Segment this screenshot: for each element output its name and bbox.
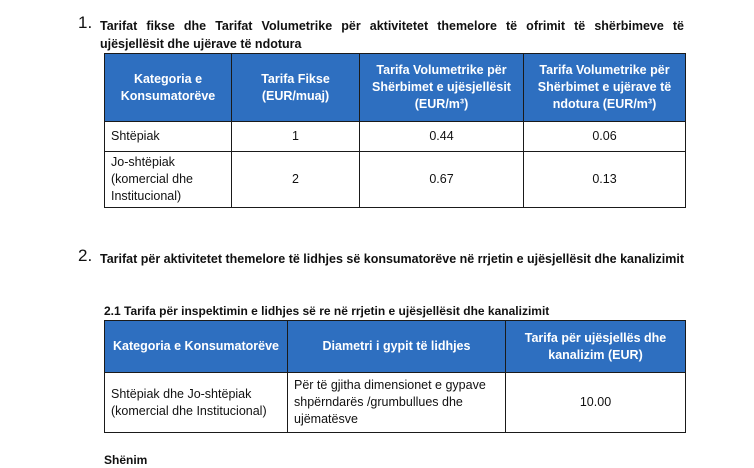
header-consumer-category: Kategoria e Konsumatorëve [105, 54, 232, 122]
cell-inspection-tariff: 10.00 [506, 373, 686, 433]
cell-category: Shtëpiak [105, 122, 232, 152]
header-wastewater-volumetric-tariff: Tarifa Volumetrike për Shërbimet e ujërave të ndotura (EUR/m³) [524, 54, 686, 122]
header-water-volumetric-tariff: Tarifa Volumetrike për Shërbimet e ujësjellësit (EUR/m³) [360, 54, 524, 122]
note-label: Shënim [104, 453, 148, 467]
subsection-2-1-title: 2.1 Tarifa për inspektimin e lidhjes së re në rrjetin e ujësjellësit dhe kanalizimit [104, 304, 550, 318]
cell-category: Jo-shtëpiak (komercial dhe Institucional) [105, 152, 232, 208]
table-row [105, 152, 686, 208]
section-2-number: 2. [78, 246, 93, 265]
cell-fixed-tariff: 1 [232, 122, 360, 152]
table-header-row [105, 54, 686, 122]
table-row [105, 122, 686, 152]
table-row [105, 373, 686, 433]
cell-category: Shtëpiak dhe Jo-shtëpiak (komercial dhe Institucional) [105, 373, 288, 433]
header-inspection-tariff: Tarifa për ujësjellës dhe kanalizim (EUR) [506, 321, 686, 373]
header-pipe-diameter: Diametri i gypit të lidhjes [288, 321, 506, 373]
cell-wastewater-tariff: 0.06 [524, 122, 686, 152]
section-1-number: 1. [78, 13, 93, 32]
cell-fixed-tariff: 2 [232, 152, 360, 208]
cell-water-tariff: 0.67 [360, 152, 524, 208]
header-fixed-tariff: Tarifa Fikse (EUR/muaj) [232, 54, 360, 122]
section-1-title: Tarifat fikse dhe Tarifat Volumetrike për aktivitetet themelore të ofrimit të shërbimeve të ujësjellësit dhe ujërave të ndotura [100, 19, 684, 51]
section-2-title: Tarifat për aktivitetet themelore të lidhjes së konsumatorëve në rrjetin e ujësjellësit dhe kanalizimit [100, 252, 684, 266]
connection-inspection-tariff-table [104, 320, 686, 433]
section-1-heading [78, 13, 684, 53]
cell-pipe-diameter: Për të gjitha dimensionet e gypave shpërndarës /grumbullues dhe ujëmatësve [288, 373, 506, 433]
fixed-volumetric-tariffs-table [104, 53, 686, 208]
table-header-row [105, 321, 686, 373]
cell-water-tariff: 0.44 [360, 122, 524, 152]
cell-wastewater-tariff: 0.13 [524, 152, 686, 208]
section-2-heading [78, 246, 684, 286]
header-consumer-category: Kategoria e Konsumatorëve [105, 321, 288, 373]
